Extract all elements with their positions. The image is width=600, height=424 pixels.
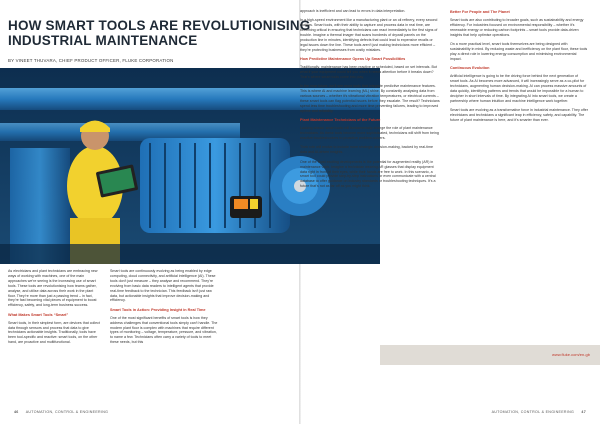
website-link[interactable]: www.fluke.com/en-gb — [551, 352, 590, 357]
paragraph: Their role will evolve to include more strategic decision-making, backed by real-time data and AI-driven insights. — [300, 145, 434, 155]
paragraph: In the near future, we’ll see more tools that integrate predictive maintenance features. This is where AI and machine learning (ML) shine. By constantly analysing data from various sources – whether it’s vibrational vibration temperatures, or electrical currents – these smart tools can flag potential issues before they escalate. The result? Technicians spend less time troubleshooting and more time preventing failures, leading to improved uptime and reliability. — [300, 84, 440, 113]
footer-left — [8, 410, 108, 414]
text-column-3 — [300, 9, 440, 194]
publication-name: AUTOMATION, CONTROL & ENGINEERING — [491, 410, 575, 414]
section-heading: What Makes Smart Tools “Smart” — [8, 312, 69, 317]
paragraph: Smart tools are continuously evolving as being enabled by edge computing, cloud connectivity, and artificial intelligence (AI). These tools don’t just measure – they analyse and recommend. They’re evolving from basic data readers to intelligent agents that provide real-time feedback to the technician. This feedback isn’t just raw data, but actionable insights that improve decision-making and efficiency. — [110, 269, 216, 303]
article-title: HOW SMART TOOLS ARE REVOLUTIONISING INDUSTRIAL MAINTENANCE — [8, 18, 311, 49]
paragraph: approach is inefficient and can lead to errors in data interpretation. — [300, 9, 406, 13]
section-heading: Continuous Evolution — [450, 66, 490, 71]
paragraph: Traditionally, maintenance has been reactive or scheduled, based on set intervals. But what if your equipment could tell you when it needs attention before it breaks down? That’s where smart tools come into play. — [300, 65, 437, 79]
paragraph: On a more practical level, smart tools themselves are being designed with sustainability in mind. By reducing waste and inefficiency on the plant floor, these tools play a direct role in lowering energy consumption and minimising environmental impact. — [450, 42, 588, 61]
publication-name: AUTOMATION, CONTROL & ENGINEERING — [25, 410, 109, 414]
section-heading: How Predictive Maintenance Opens Up Smart Possibilities — [300, 57, 406, 62]
byline: BY VINEET THUVARA, CHIEF PRODUCT OFFICER, FLUKE CORPORATION — [8, 58, 174, 63]
section-heading: Plant Maintenance Technicians of the Future — [300, 118, 381, 123]
page-number: 46 — [14, 410, 19, 414]
paragraph: Looking ahead, smart tools will fundamentally change the role of plant maintenance technicians. As these tools become more sophisticated, technicians will shift from being reactive troubleshooters to proactive problem-solvers. — [300, 126, 439, 141]
paragraph: In a high-speed environment like a manufacturing plant or an oil refinery, every second matters. Smart tools, with their ability to capture and process data in real time, are becoming critical in ensuring that technicians can react immediately to the first signs of trouble. Imagine a thermal imager that scans hundreds of drywall panels on the production line in minutes, identifying defects that could lead to expensive recalls or legal issues down the line. These tools aren’t just making technicians more efficient – they’re protecting businesses from costly mistakes. — [300, 18, 438, 52]
page-number: 47 — [581, 410, 586, 414]
text-column-4 — [450, 9, 588, 127]
paragraph: As electricians and plant technicians are embracing new ways of working with machines, one of the main approaches we’re seeing is the increasing use of smart tools. These tools are revolutionising how teams gather, analyse, and utilise data across their work in the plant floor. They’re more than just a passing trend – in fact, they’re fast becoming vital pieces of equipment to boost efficiency, safety, and long-term business success. — [8, 269, 98, 308]
footer-right — [492, 410, 592, 414]
paragraph: One of the most exciting developments is the potential for augmented reality (AR) in maintenance work. Imagine a technician wearing AR glasses that display equipment data right in front of their eyes, while their hands are free to work. In this scenario, a smart tool could provide step-by-step instructions or even communicate with a central database to offer guidance on industry standards or troubleshooting techniques. It’s a future that’s not as far off as you might think. — [300, 159, 436, 189]
paragraph: One of the most significant benefits of smart tools is how they address challenges that conventional tools simply can’t handle. The modern plant floor is complex with machines that require different types of monitoring – voltage, temperature, pressure, and vibration, to name a few. Technicians often carry a variety of tools to meet these needs, but this — [110, 315, 218, 345]
paragraph: Artificial intelligence is going to be the driving force behind the next generation of smart tools. As AI becomes more advanced, it will increasingly serve as a co-pilot for technicians, augmenting human decision-making. AI can process massive amounts of data quickly, identifying patterns and trends that would be impossible for a human to decipher in short intervals of time. By integrating AI into smart tools, we create a partnership where human intuition and machine intelligence work together. — [450, 74, 587, 103]
paragraph: Smart tools, in their simplest form, are devices that collect data through sensors and process that data to give technicians actionable insights. Traditionally, tools have been tool-specific and reactive: smart tools, on the other hand, are proactive and multifunctional. — [8, 320, 100, 345]
section-heading: Smart Tools in Action: Providing Insight in Real Time — [110, 307, 206, 312]
text-column-2 — [110, 269, 218, 350]
section-heading: Better For People and The Planet — [450, 10, 510, 14]
text-column-1 — [8, 269, 102, 350]
paragraph: Smart tools are evolving as a transformative force in industrial maintenance. They offer electricians and technicians a significant leap in efficiency, safety, and capability. The future of plant maintenance is here, and it’s smarter than ever. — [450, 108, 588, 122]
paragraph: Smart tools are also contributing to broader goals, such as sustainability and energy efficiency. For industries focused on environmental responsibility – whether it’s renewable energy or reducing carbon footprints – smart tools provide data-driven insights that help optimise operations. — [450, 17, 584, 37]
url-banner — [380, 345, 600, 365]
